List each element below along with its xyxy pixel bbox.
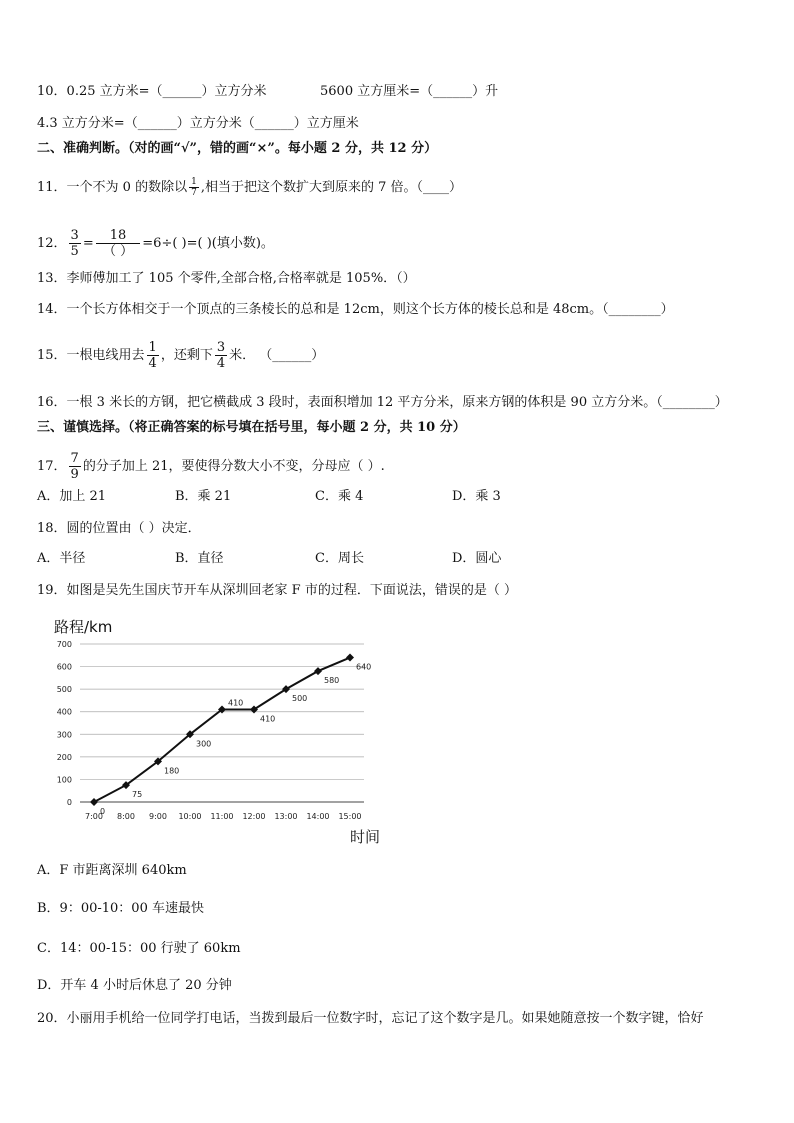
x-tick-label-4: 11:00 <box>210 812 234 821</box>
q12-den1: 5 <box>70 244 79 259</box>
data-label-7: 580 <box>324 676 340 686</box>
x-tick-label-0: 7:00 <box>85 812 103 821</box>
q17-prefix: 17． <box>37 459 67 474</box>
data-label-6: 500 <box>292 694 308 704</box>
q15-suffix: 米． （______） <box>229 348 325 363</box>
q15-fraction1 <box>147 340 159 371</box>
y-tick-label-300: 300 <box>56 730 72 740</box>
q17-option-b: B．乘 21 <box>175 489 232 504</box>
q17-option-a: A．加上 21 <box>37 489 107 504</box>
q19-option-d: D．开车 4 小时后休息了 20 分钟 <box>37 978 232 993</box>
q15-num1: 1 <box>148 340 157 355</box>
q18: 18．圆的位置由（ ）决定． <box>37 521 201 536</box>
q11-fraction <box>189 177 199 198</box>
data-label-4: 410 <box>228 698 244 708</box>
data-point-7 <box>314 667 322 675</box>
section2-heading: 二、准确判断。（对的画“√”，错的画“×”。每小题 2 分，共 12 分） <box>37 141 438 156</box>
q12-eq: = <box>82 236 94 251</box>
q10-line2: 4.3 立方分米=（______）立方分米（______）立方厘米 <box>37 116 359 131</box>
q12-prefix: 12． <box>37 236 67 251</box>
section3-heading: 三、谨慎选择。（将正确答案的标号填在括号里，每小题 2 分，共 10 分） <box>37 420 466 435</box>
q16: 16．一根 3 米长的方钢，把它横截成 3 段时，表面积增加 12 平方分米，原来方钢的体积是 90 立方分米。（________） <box>37 395 728 410</box>
q11-prefix: 11．一个不为 0 的数除以 <box>37 180 188 195</box>
series-line <box>94 658 350 802</box>
q19-option-b: B．9：00-10：00 车速最快 <box>37 901 204 916</box>
y-tick-label-600: 600 <box>56 662 72 672</box>
distance-time-chart <box>48 612 398 852</box>
y-tick-label-700: 700 <box>56 640 72 649</box>
q11-num: 1 <box>191 177 197 187</box>
x-tick-label-2: 9:00 <box>149 812 167 821</box>
q12-fraction2 <box>96 228 141 259</box>
y-tick-label-0: 0 <box>66 798 72 807</box>
q17 <box>37 451 385 482</box>
data-label-8: 640 <box>356 662 372 672</box>
q12-num2: 18 <box>96 228 141 244</box>
q11-den: 7 <box>191 188 197 198</box>
q20: 20．小丽用手机给一位同学打电话，当拨到最后一位数字时，忘记了这个数字是几。如果她随意按一个数字键，恰好 <box>37 1011 704 1026</box>
q17-fraction <box>69 451 81 482</box>
x-tick-label-6: 13:00 <box>274 812 298 821</box>
q17-option-d: D．乘 3 <box>452 489 501 504</box>
q19: 19．如图是吴先生国庆节开车从深圳回老家 F 市的过程．下面说法，错误的是（ ） <box>37 583 517 598</box>
q14: 14．一个长方体相交于一个顶点的三条棱长的总和是 12cm，则这个长方体的棱长总和是 48cm。（________） <box>37 302 674 317</box>
y-tick-label-100: 100 <box>56 775 72 785</box>
data-point-0 <box>90 798 98 806</box>
q12-suffix: =6÷( )=( )(填小数)。 <box>142 236 274 251</box>
q15-mid: ，还剩下 <box>160 348 213 363</box>
q11 <box>37 177 462 198</box>
q15-num2: 3 <box>216 340 226 355</box>
q10-part1: 10．0.25 立方米=（______）立方分米 <box>37 84 267 99</box>
q10-part2: 5600 立方厘米=（______）升 <box>320 84 499 99</box>
y-tick-label-400: 400 <box>56 707 72 717</box>
data-label-1: 75 <box>132 790 143 800</box>
data-label-5: 410 <box>260 714 276 724</box>
q18-option-c: C．周长 <box>315 551 364 566</box>
q15-fraction2 <box>215 340 227 371</box>
q18-option-a: A．半径 <box>37 551 86 566</box>
y-tick-label-200: 200 <box>56 752 72 762</box>
x-tick-label-1: 8:00 <box>117 812 135 821</box>
q19-option-c: C．14：00-15：00 行驶了 60km <box>37 941 241 956</box>
chart-x-axis-title: 时间 <box>350 828 381 846</box>
q13: 13．李师傅加工了 105 个零件,全部合格,合格率就是 105%．（） <box>37 271 416 286</box>
x-tick-label-3: 10:00 <box>178 812 202 821</box>
q17-suffix: 的分子加上 21，要使得分数大小不变，分母应（ ）. <box>82 459 385 474</box>
q12 <box>37 228 274 259</box>
q18-option-d: D．圆心 <box>452 551 502 566</box>
q17-option-c: C．乘 4 <box>315 489 364 504</box>
x-tick-label-5: 12:00 <box>242 812 266 821</box>
q17-den: 9 <box>70 467 79 482</box>
q12-den2: （ ） <box>102 244 134 259</box>
chart-plot <box>48 612 398 826</box>
x-tick-label-7: 14:00 <box>306 812 330 821</box>
q12-fraction1 <box>69 228 81 259</box>
q15 <box>37 340 324 371</box>
q12-num1: 3 <box>70 228 79 243</box>
data-label-0: 0 <box>100 807 106 816</box>
data-label-3: 300 <box>196 739 212 749</box>
q18-option-b: B．直径 <box>175 551 224 566</box>
data-label-2: 180 <box>164 766 180 776</box>
q15-den2: 4 <box>216 356 226 371</box>
q19-option-a: A．F 市距离深圳 640km <box>37 863 187 878</box>
data-point-8 <box>346 654 354 662</box>
y-tick-label-500: 500 <box>56 685 72 695</box>
q15-den1: 4 <box>148 356 157 371</box>
q17-num: 7 <box>70 451 79 466</box>
chart-y-axis-title: 路程/km <box>54 618 113 636</box>
x-tick-label-8: 15:00 <box>338 812 362 821</box>
q11-suffix: ,相当于把这个数扩大到原来的 7 倍。（____） <box>200 180 462 195</box>
q15-prefix: 15．一根电线用去 <box>37 348 145 363</box>
